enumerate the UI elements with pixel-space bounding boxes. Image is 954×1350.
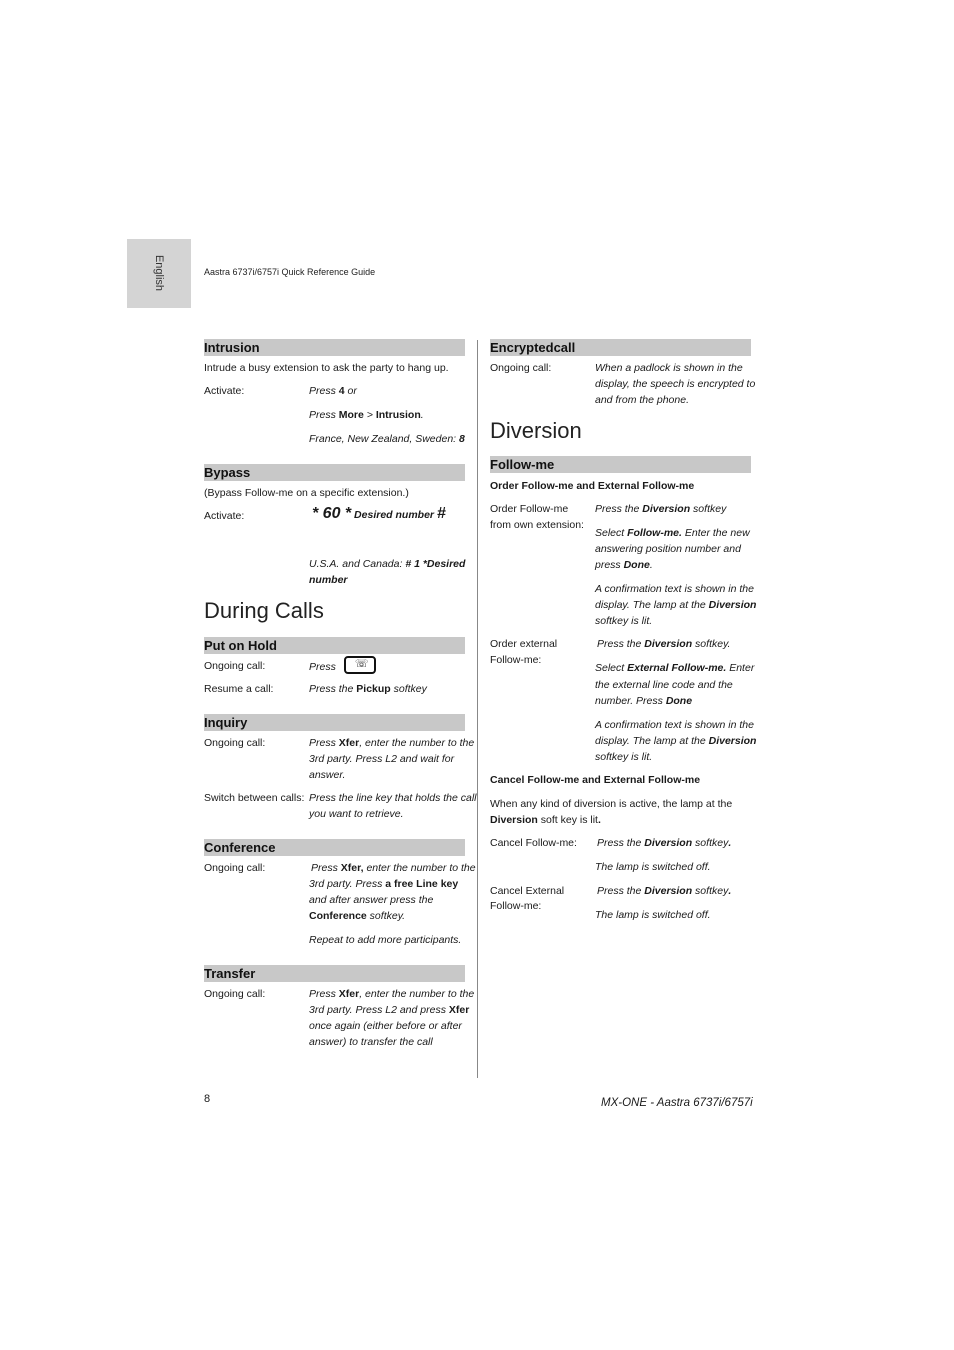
inquiry-ongoing-line-1: Press Xfer, enter the number to the <box>309 737 475 749</box>
order-external-step-2-line-1: Select External Follow-me. Enter <box>595 662 755 674</box>
phone-hold-icon: ☏ <box>344 656 376 674</box>
intrusion-description: Intrude a busy extension to ask the party to hang up. <box>204 362 449 374</box>
order-follow-me-subheading: Order Follow-me and External Follow-me <box>490 480 695 492</box>
footer-model: MX-ONE - Aastra 6737i/6757i <box>601 1097 753 1109</box>
order-external-label-2: Follow-me: <box>490 654 542 666</box>
order-own-step-3-line-3: softkey is lit. <box>595 615 653 627</box>
encrypted-line-1: When a padlock is shown in the <box>595 362 743 374</box>
conference-line-3: and after answer press the <box>309 894 434 906</box>
cancel-external-step-2: The lamp is switched off. <box>595 909 711 921</box>
bypass-usa-canada-line-1: U.S.A. and Canada: # 1 *Desired <box>309 558 466 570</box>
transfer-line-4: answer) to transfer the call <box>309 1036 433 1048</box>
transfer-header: Transfer <box>204 965 465 982</box>
diversion-active-line-1: When any kind of diversion is active, the lamp at the <box>490 798 733 810</box>
inquiry-ongoing-line-3: answer. <box>309 769 346 781</box>
language-tab-label: English <box>153 254 165 292</box>
order-external-step-1: Press the Diversion softkey. <box>597 638 731 650</box>
order-own-label-2: from own extension: <box>490 519 584 531</box>
encrypted-ongoing-label: Ongoing call: <box>490 362 552 374</box>
inquiry-header: Inquiry <box>204 714 465 731</box>
inquiry-ongoing-line-2: 3rd party. Press L2 and wait for <box>309 753 455 765</box>
diversion-active-line-2: Diversion soft key is lit. <box>490 814 601 826</box>
language-tab <box>127 239 191 308</box>
follow-me-header: Follow-me <box>490 456 751 473</box>
encryptedcall-header: Encryptedcall <box>490 339 751 356</box>
conference-ongoing-label: Ongoing call: <box>204 862 266 874</box>
cancel-follow-me-step-2: The lamp is switched off. <box>595 861 711 873</box>
order-external-step-3-line-1: A confirmation text is shown in the <box>595 719 754 731</box>
intrusion-step-2: Press More > Intrusion. <box>309 409 424 421</box>
cancel-follow-me-subheading: Cancel Follow-me and External Follow-me <box>490 774 701 786</box>
conference-line-5: Repeat to add more participants. <box>309 934 462 946</box>
bypass-header: Bypass <box>204 464 465 481</box>
order-external-step-2-line-3: number. Press Done <box>595 695 693 707</box>
column-divider <box>477 340 478 1078</box>
order-external-label-1: Order external <box>490 638 558 650</box>
order-own-step-3-line-1: A confirmation text is shown in the <box>595 583 754 595</box>
cancel-follow-me-label: Cancel Follow-me: <box>490 837 577 849</box>
order-own-step-2-line-1: Select Follow-me. Enter the new <box>595 527 750 539</box>
cancel-external-label-2: Follow-me: <box>490 900 542 912</box>
transfer-line-2: 3rd party. Press L2 and press Xfer <box>309 1004 470 1016</box>
page-number: 8 <box>204 1093 211 1105</box>
bypass-activate-label: Activate: <box>204 510 245 522</box>
order-own-step-2-line-2: answering position number and <box>595 543 741 555</box>
encrypted-line-2: display, the speech is encrypted to <box>595 378 756 390</box>
conference-line-4: Conference softkey. <box>309 910 406 922</box>
intrusion-header: Intrusion <box>204 339 465 356</box>
hold-resume-label: Resume a call: <box>204 683 274 695</box>
transfer-line-3: once again (either before or after <box>309 1020 462 1032</box>
bypass-usa-canada-line-2: number <box>309 574 348 586</box>
transfer-ongoing-label: Ongoing call: <box>204 988 266 1000</box>
conference-header: Conference <box>204 839 465 856</box>
order-external-step-2-line-2: the external line code and the <box>595 679 733 691</box>
intrusion-step-1: Press 4 or <box>309 385 357 397</box>
guide-title: Aastra 6737i/6757i Quick Reference Guide <box>204 267 376 277</box>
order-own-label-1: Order Follow-me <box>490 503 569 515</box>
order-external-step-3-line-3: softkey is lit. <box>595 751 653 763</box>
order-own-step-3-line-2: display. The lamp at the Diversion <box>595 599 757 611</box>
hold-ongoing-label: Ongoing call: <box>204 660 266 672</box>
bypass-code: * 60 * Desired number # <box>312 505 446 522</box>
transfer-line-1: Press Xfer, enter the number to the <box>309 988 475 1000</box>
cancel-follow-me-step-1: Press the Diversion softkey. <box>597 837 732 849</box>
inquiry-switch-line-1: Press the line key that holds the call <box>309 792 477 804</box>
order-own-step-2-line-3: press Done. <box>595 559 653 571</box>
inquiry-switch-line-2: you want to retrieve. <box>309 808 404 820</box>
hold-press-text: Press ☏ <box>309 658 376 676</box>
intrusion-activate-label: Activate: <box>204 385 245 397</box>
cancel-external-label-1: Cancel External <box>490 885 565 897</box>
inquiry-switch-label: Switch between calls: <box>204 792 305 804</box>
order-own-step-1: Press the Diversion softkey <box>595 503 727 515</box>
conference-line-2: 3rd party. Press a free Line key <box>309 878 459 890</box>
bypass-description: (Bypass Follow-me on a specific extension.) <box>204 487 409 499</box>
inquiry-ongoing-label: Ongoing call: <box>204 737 266 749</box>
cancel-external-step-1: Press the Diversion softkey. <box>597 885 732 897</box>
during-calls-title: During Calls <box>204 598 324 623</box>
conference-line-1: Press Xfer, enter the number to the <box>311 862 476 874</box>
put-on-hold-header: Put on Hold <box>204 637 465 654</box>
encrypted-line-3: and from the phone. <box>595 394 689 406</box>
intrusion-step-3: France, New Zealand, Sweden: 8 <box>309 433 465 445</box>
order-external-step-3-line-2: display. The lamp at the Diversion <box>595 735 757 747</box>
diversion-title: Diversion <box>490 418 582 443</box>
hold-resume-text: Press the Pickup softkey <box>309 683 427 695</box>
